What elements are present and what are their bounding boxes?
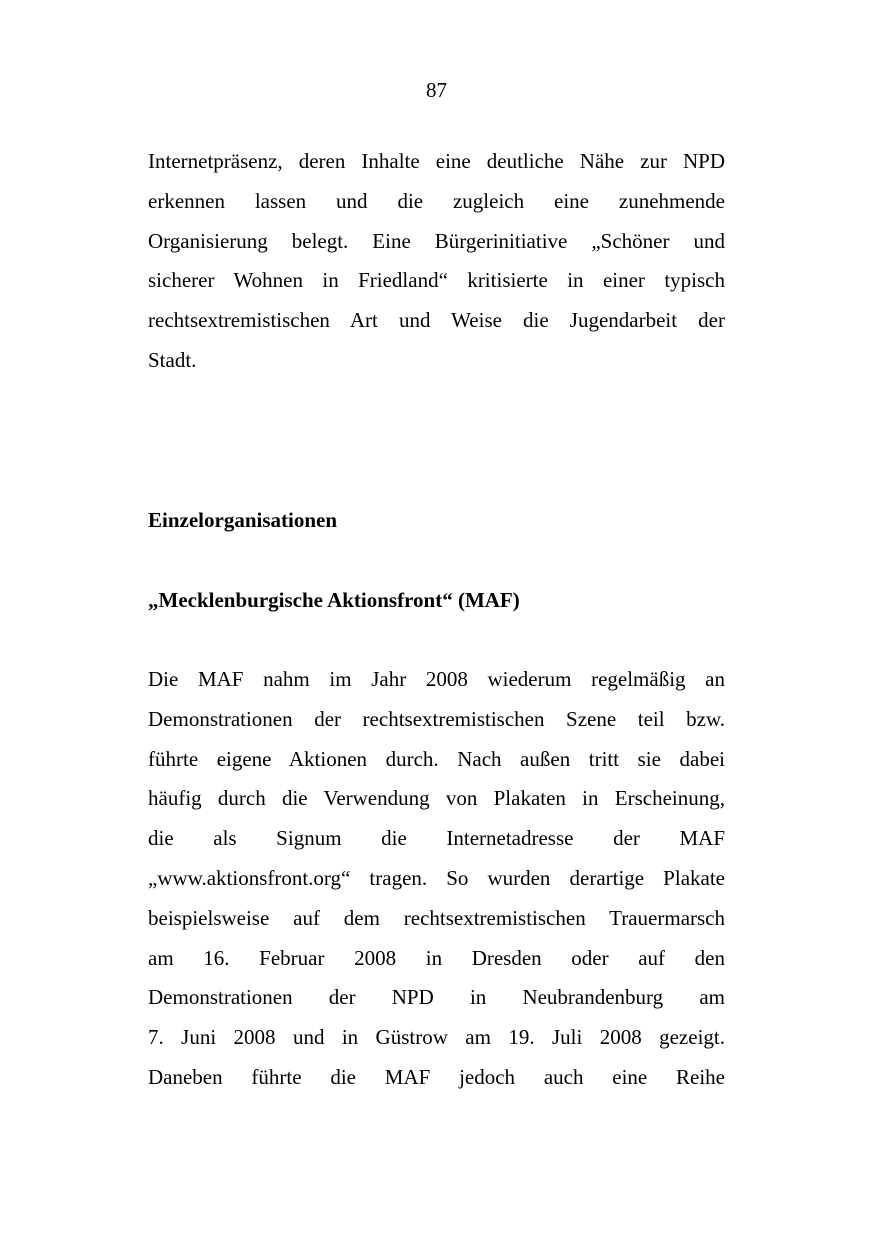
- text-line: Daneben führte die MAF jedoch auch eine Reihe: [148, 1064, 725, 1089]
- text-line: Organisierung belegt. Eine Bürgerinitiative „Schöner und: [148, 228, 725, 253]
- text-line: rechtsextremistischen Art und Weise die Jugendarbeit der: [148, 308, 725, 333]
- text-line: erkennen lassen und die zugleich eine zunehmende: [148, 188, 725, 213]
- text-line: Demonstrationen der rechtsextremistischen Szene teil bzw.: [148, 706, 725, 731]
- text-line: 7. Juni 2008 und in Güstrow am 19. Juli 2008 gezeigt.: [148, 1025, 725, 1050]
- page-number: 87: [426, 78, 447, 102]
- text-line: die als Signum die Internetadresse der MAF: [148, 826, 725, 851]
- text-line: „www.aktionsfront.org“ tragen. So wurden derartige Plakate: [148, 865, 725, 890]
- text-line: häufig durch die Verwendung von Plakaten in Erscheinung,: [148, 786, 725, 811]
- text-line: führte eigene Aktionen durch. Nach außen tritt sie dabei: [148, 746, 725, 771]
- text-line: Stadt.: [148, 347, 197, 372]
- text-line: Demonstrationen der NPD in Neubrandenburg am: [148, 985, 725, 1010]
- text-line: Die MAF nahm im Jahr 2008 wiederum regelmäßig an: [148, 667, 725, 691]
- text-line: Internetpräsenz, deren Inhalte eine deutliche Nähe zur NPD: [148, 149, 725, 173]
- subsection-heading: „Mecklenburgische Aktionsfront“ (MAF): [148, 588, 520, 612]
- paragraph-maf: [148, 660, 725, 1098]
- paragraph-intro: [148, 142, 725, 381]
- text-line: am 16. Februar 2008 in Dresden oder auf den: [148, 945, 725, 970]
- text-line: beispielsweise auf dem rechtsextremistischen Trauermarsch: [148, 905, 725, 930]
- text-line: sicherer Wohnen in Friedland“ kritisierte in einer typisch: [148, 268, 725, 293]
- section-heading: Einzelorganisationen: [148, 508, 338, 532]
